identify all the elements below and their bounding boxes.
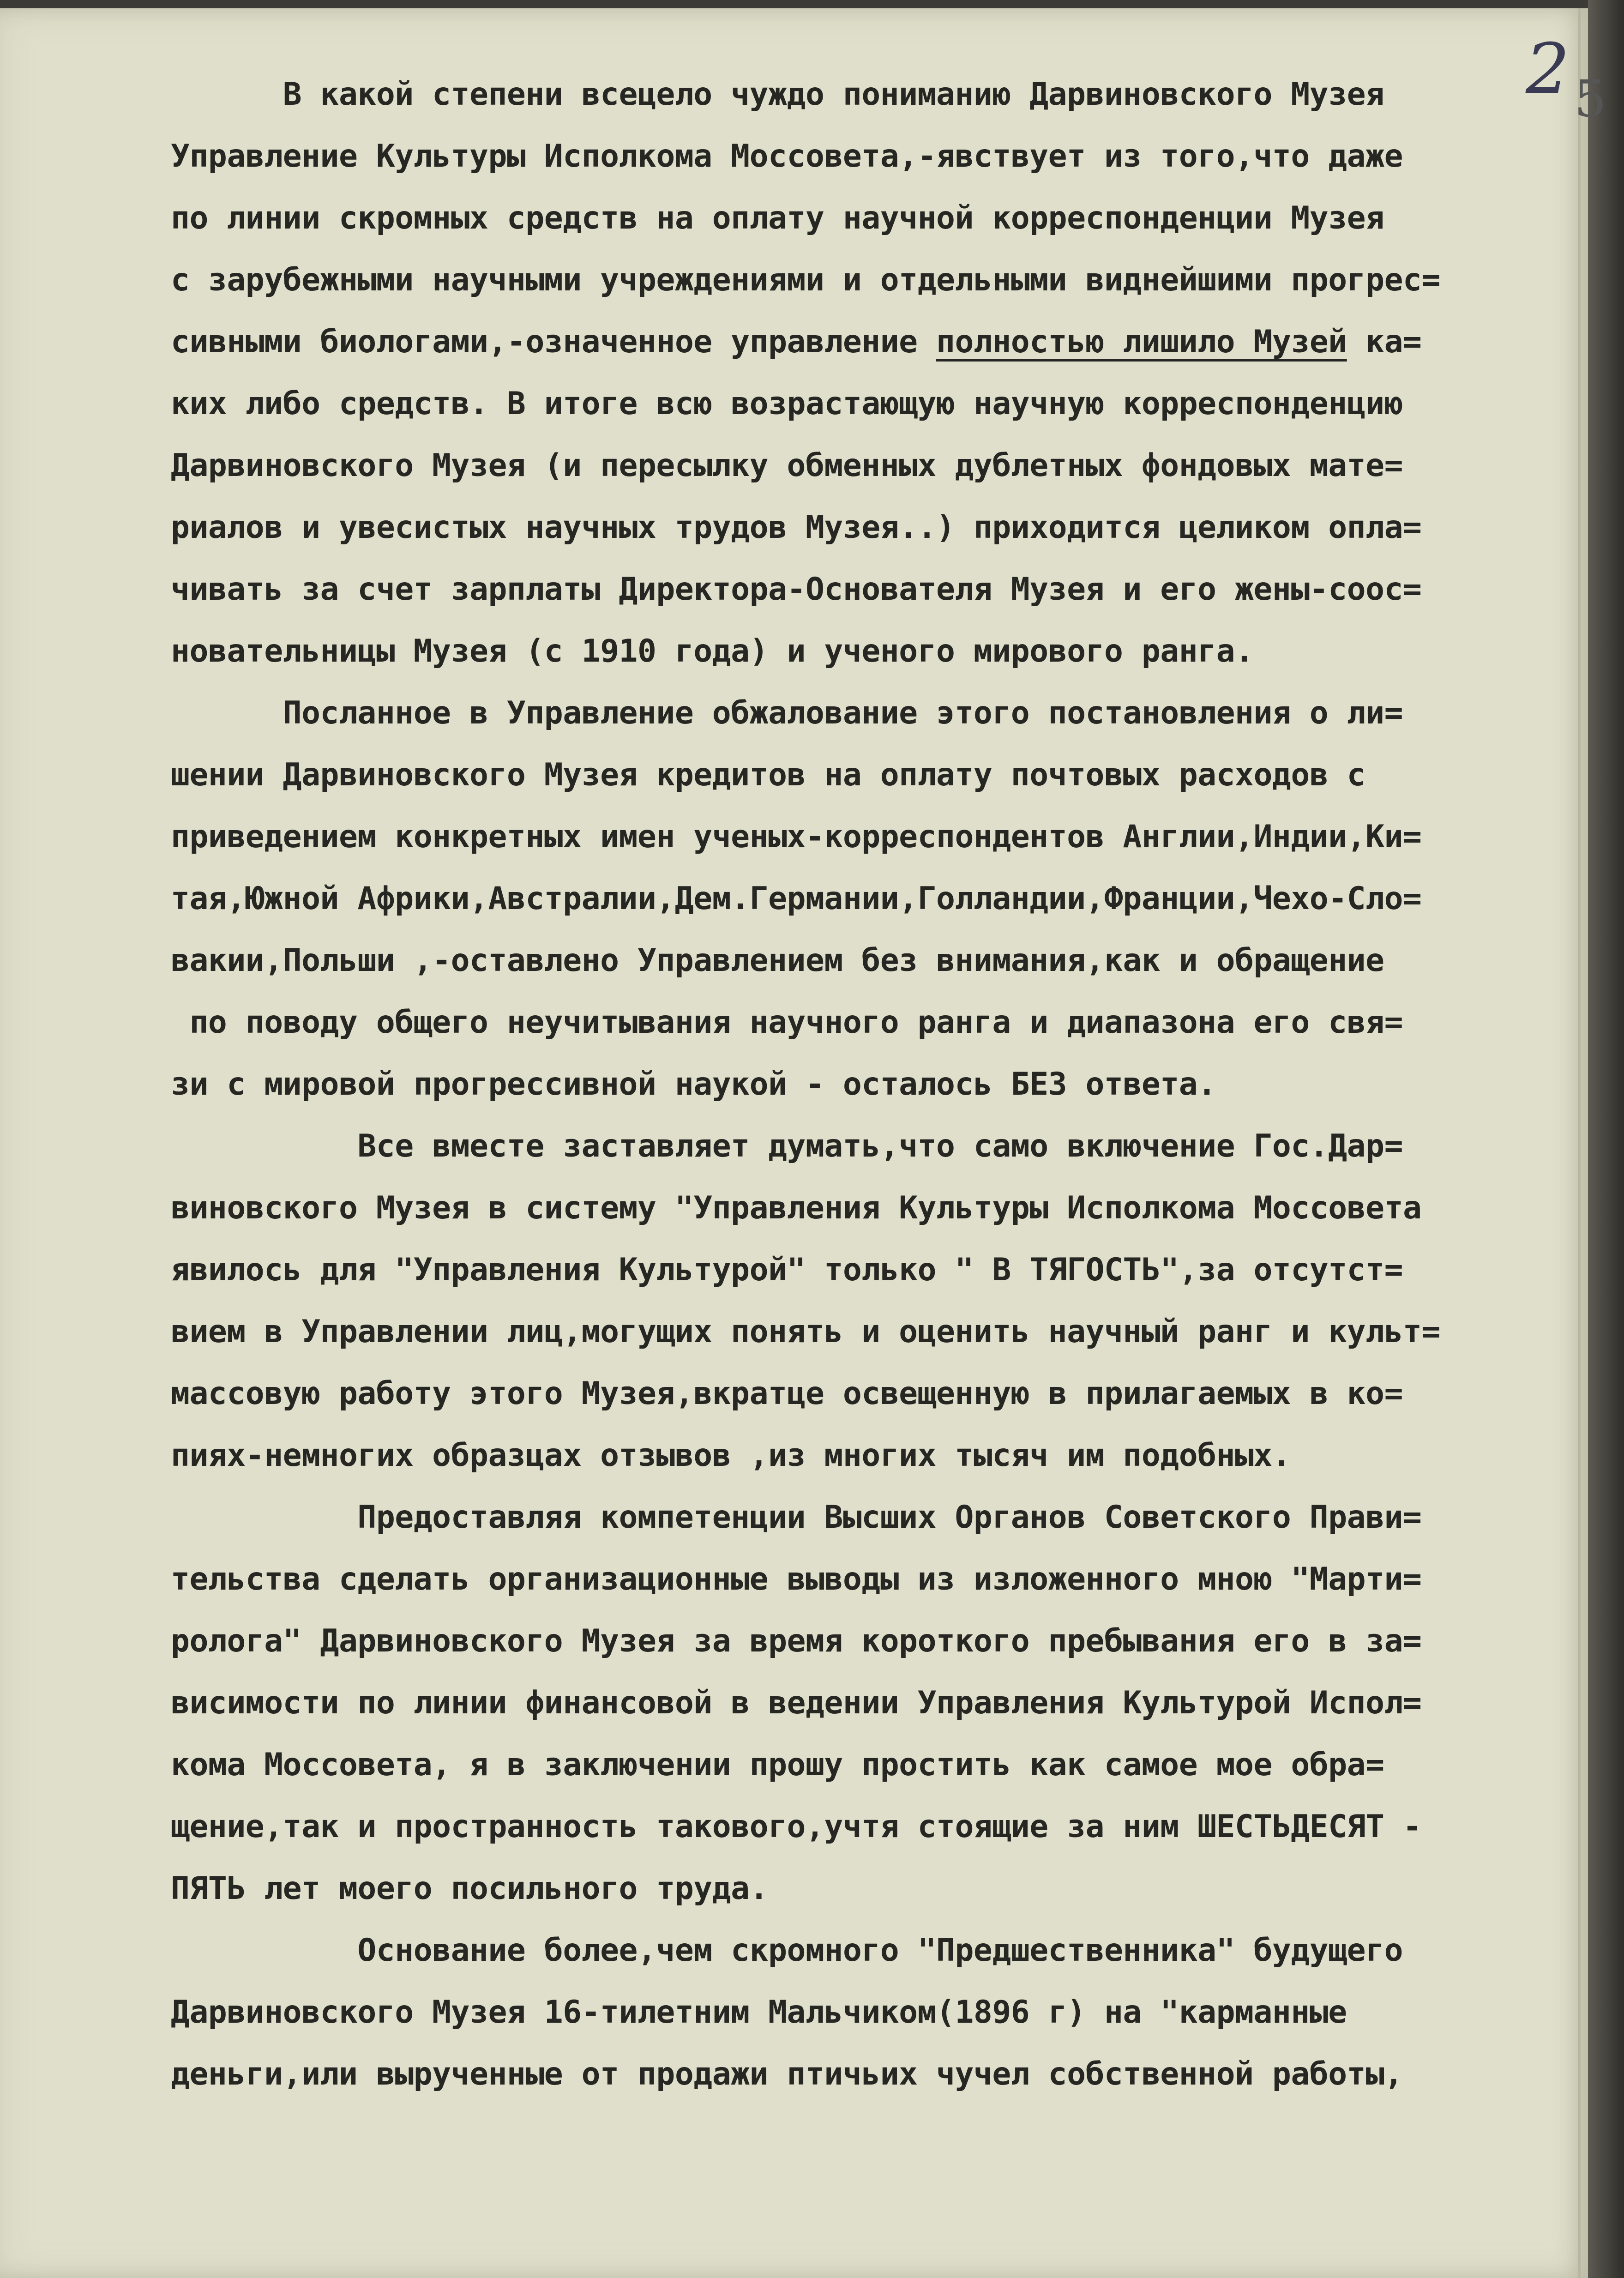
text-line: кома Моссовета, я в заключении прошу простить как самое мое обра= (171, 1747, 1384, 1783)
text-line: риалов и увесистых научных трудов Музея..) приходится целиком опла= (171, 509, 1422, 546)
text-line: тая,Южной Африки,Австралии,Дем.Германии,Голландии,Франции,Чехо-Сло= (171, 880, 1422, 917)
text-line: ПЯТЬ лет моего посильного труда. (171, 1870, 769, 1907)
text-line: с зарубежными научными учреждениями и отдельными виднейшими прогрес= (171, 262, 1440, 298)
text-line: виновского Музея в систему "Управления Культуры Исполкома Моссовета (171, 1190, 1422, 1226)
text-line: вием в Управлении лиц,могущих понять и оценить научный ранг и культ= (171, 1314, 1440, 1350)
text-line: Основание более,чем скромного "Предшественника" будущего (171, 1932, 1403, 1969)
text-line: шении Дарвиновского Музея кредитов на оплату почтовых расходов с (171, 757, 1366, 793)
text-line: В какой степени всецело чуждо пониманию Дарвиновского Музея (171, 76, 1384, 113)
text-line: деньги,или вырученные от продажи птичьих чучел собственной работы, (171, 2056, 1403, 2092)
text-line: Дарвиновского Музея (и пересылку обменных дублетных фондовых мате= (171, 447, 1403, 484)
text-line: Дарвиновского Музея 16-тилетним Мальчиком(1896 г) на "карманные (171, 1994, 1347, 2031)
text-line: чивать за счет зарплаты Директора-Основателя Музея и его жены-соос= (171, 571, 1422, 608)
handwritten-page-number: 2 (1526, 29, 1570, 109)
text-line: по линии скромных средств на оплату научной корреспонденции Музея (171, 200, 1384, 236)
text-line: Управление Культуры Исполкома Моссовета,-явствует из того,что даже (171, 138, 1403, 175)
text-line: ких либо средств. В итоге всю возрастающую научную корреспонденцию (171, 386, 1403, 422)
text-line: новательницы Музея (с 1910 года) и ученого мирового ранга. (171, 633, 1254, 669)
text-line: тельства сделать организационные выводы из изложенного мною "Марти= (171, 1561, 1422, 1597)
text-line: пиях-немногих образцах отзывов ,из многих тысяч им подобных. (171, 1437, 1291, 1474)
text-line: щение,так и пространность такового,учтя стоящие за ним ШЕСТЬДЕСЯТ - (171, 1808, 1422, 1845)
text-line: вакии,Польши ,-оставлено Управлением без внимания,как и обращение (171, 942, 1384, 979)
edge-mark: 5 (1574, 69, 1606, 128)
text-line: приведением конкретных имен ученых-корреспондентов Англии,Индии,Ки= (171, 819, 1422, 855)
underlined-phrase: полностью лишило Музей (936, 324, 1347, 360)
text-line: Все вместе заставляет думать,что само включение Гос.Дар= (171, 1128, 1403, 1164)
text-line: сивными биологами,-означенное управление полностью лишило Музей ка= (171, 324, 1422, 360)
text-line: Предоставляя компетенции Высших Органов Советского Прави= (171, 1499, 1422, 1536)
text-line: массовую работу этого Музея,вкратце освещенную в прилагаемых в ко= (171, 1375, 1403, 1412)
text-line: по поводу общего неучитывания научного ранга и диапазона его свя= (171, 1004, 1403, 1041)
page-edge-strip (1588, 0, 1624, 2278)
text-line: висимости по линии финансовой в ведении Управления Культурой Испол= (171, 1685, 1422, 1721)
text-line: ролога" Дарвиновского Музея за время короткого пребывания его в за= (171, 1623, 1422, 1659)
text-line: зи с мировой прогрессивной наукой - осталось БЕЗ ответа. (171, 1066, 1216, 1103)
page-edge-line (1578, 8, 1581, 2278)
text-line: Посланное в Управление обжалование этого постановления о ли= (171, 695, 1403, 731)
text-line: явилось для "Управления Культурой" только " В ТЯГОСТЬ",за отсутст= (171, 1252, 1403, 1288)
